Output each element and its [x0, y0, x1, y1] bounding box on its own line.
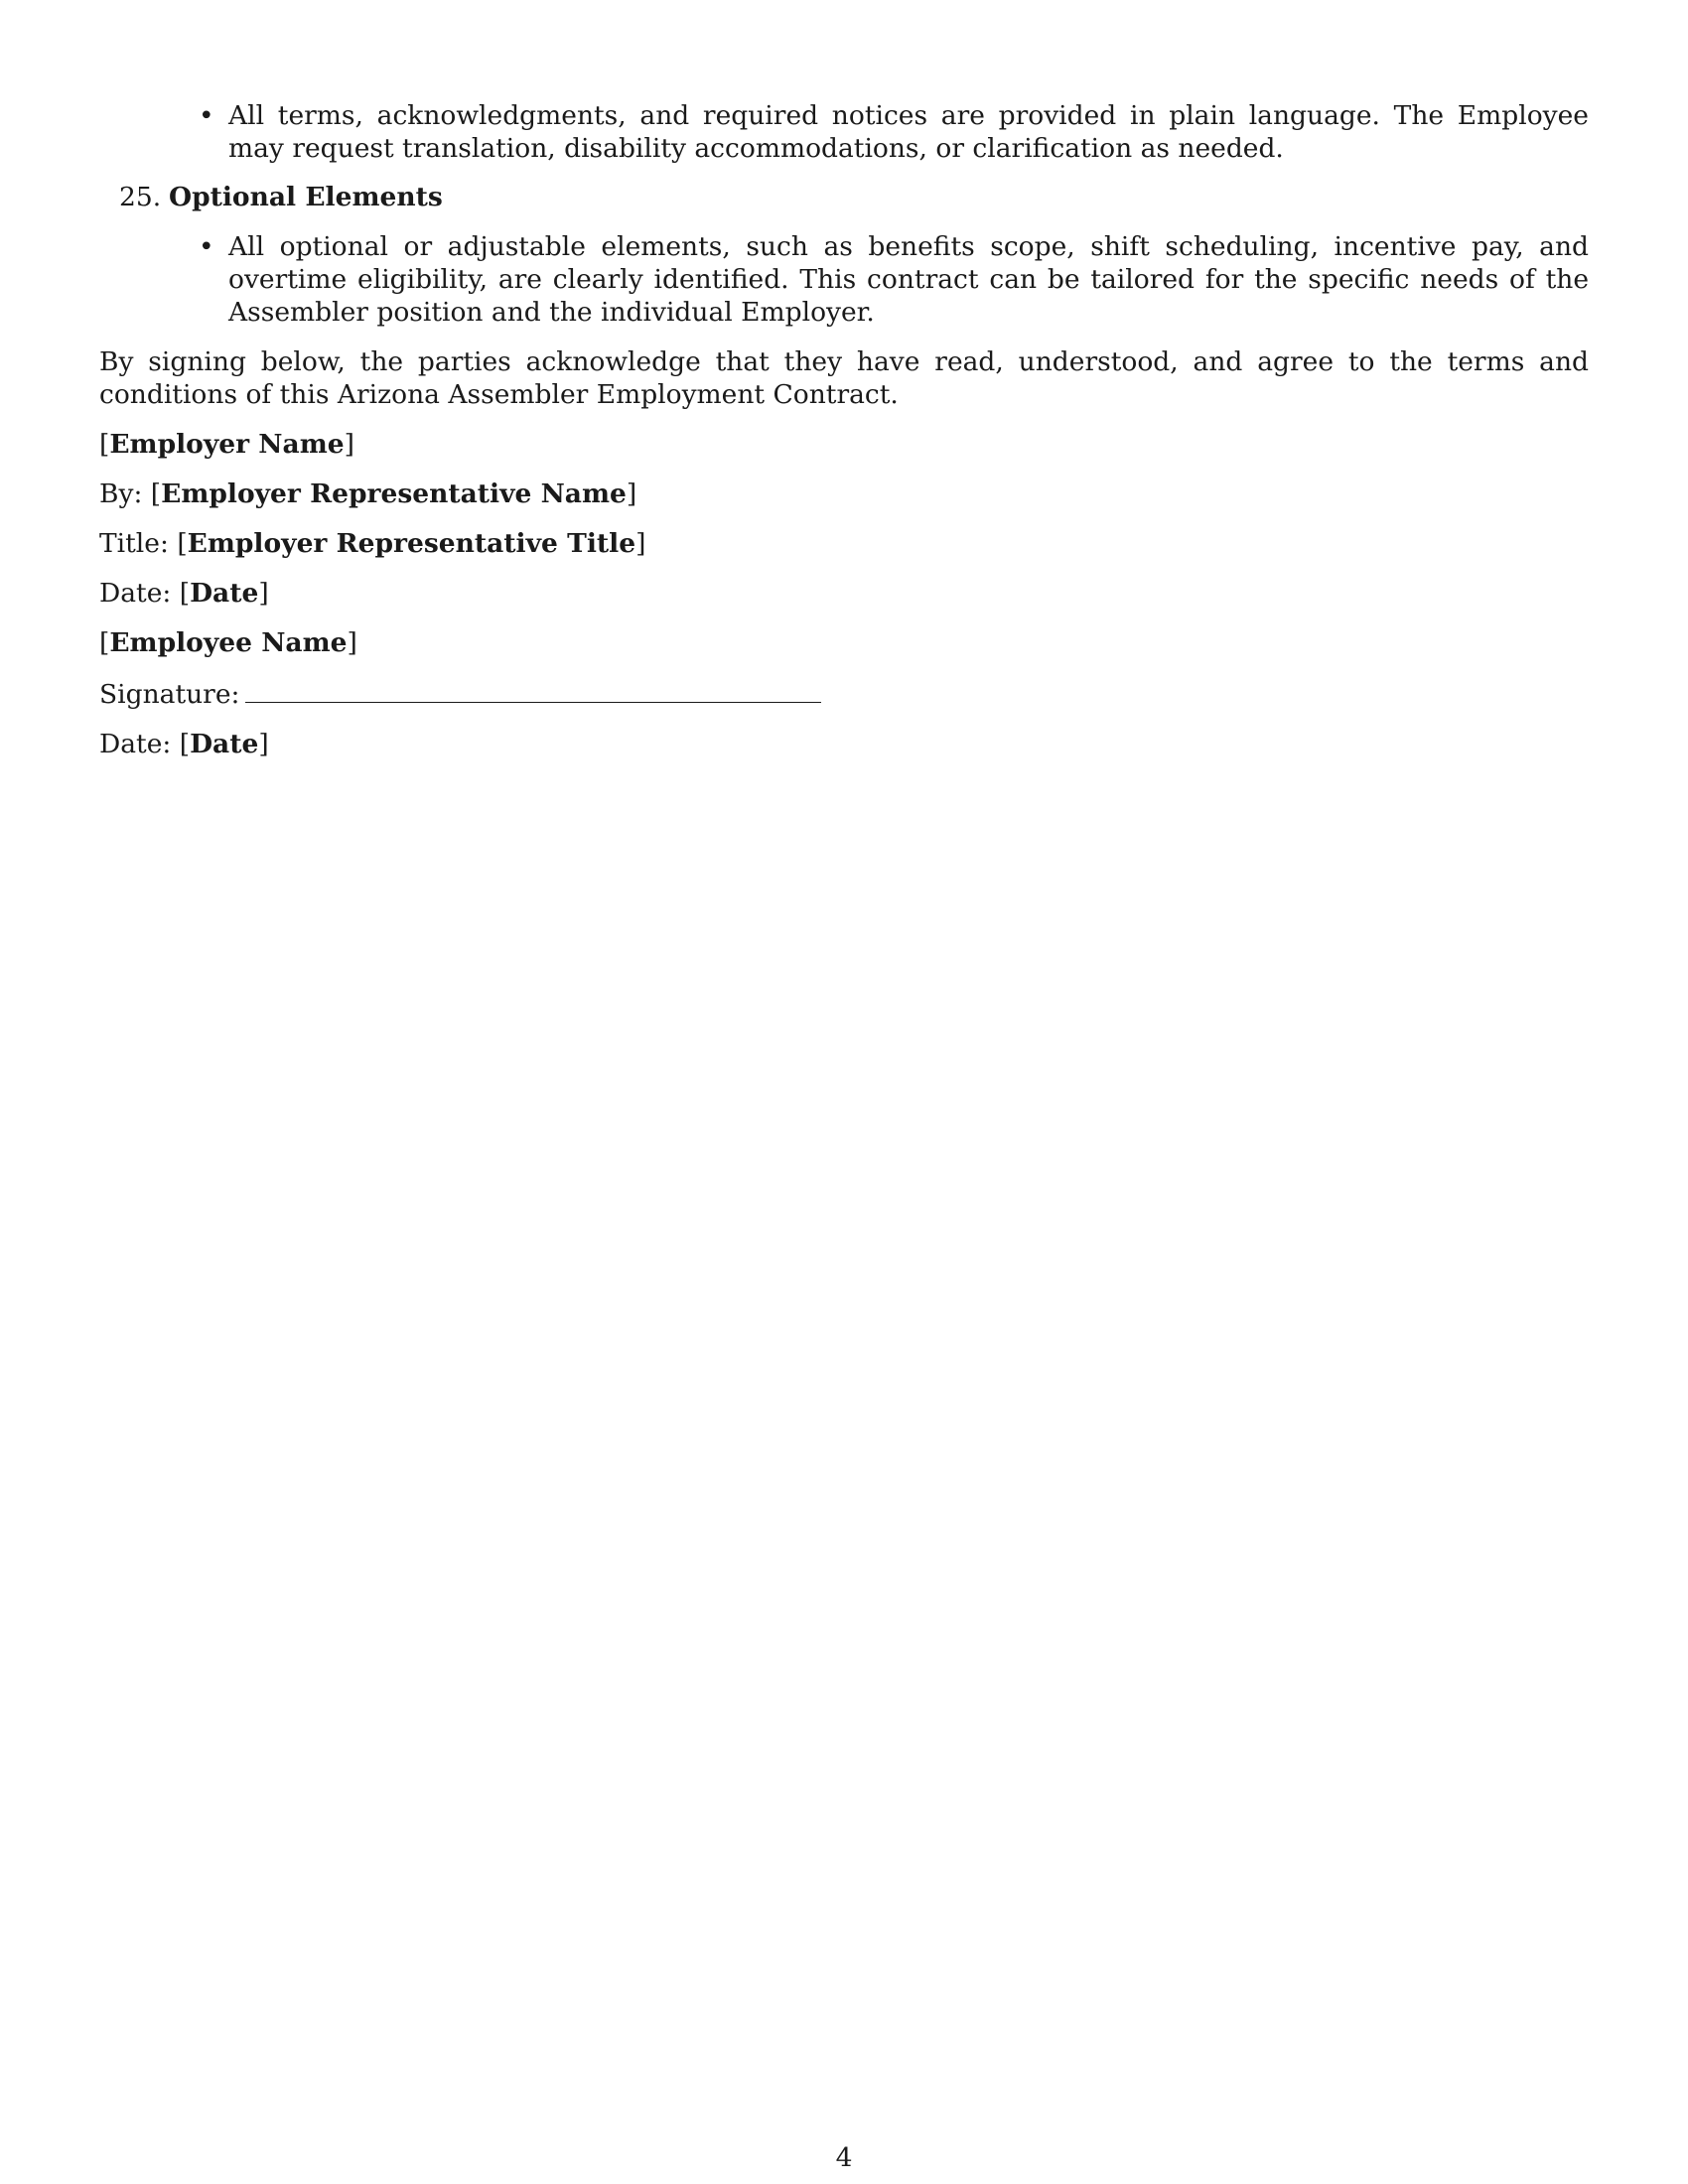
date-label: Date:: [99, 578, 172, 609]
bullet-dot: •: [199, 231, 214, 262]
bullet-dot: •: [199, 100, 214, 131]
employer-name: Employer Name: [109, 429, 345, 460]
date-label: Date:: [99, 729, 172, 759]
closing-paragraph: By signing below, the parties acknowledge that they have read, understood, and agree to the terms and conditions of this Arizona Assembler Employment Contract.: [99, 346, 1589, 410]
page-number: 4: [835, 2142, 853, 2173]
employee-name: Employee Name: [109, 627, 348, 658]
employee-date-line: Date: [Date]: [99, 729, 269, 759]
employer-date: Date: [190, 578, 259, 609]
section-optional-elements: [119, 181, 1589, 213]
section-title: Optional Elements: [169, 182, 443, 212]
employee-date: Date: [190, 729, 259, 759]
employee-name-line: [Employee Name]: [99, 627, 357, 658]
employer-title-line: Title: [Employer Representative Title]: [99, 528, 646, 559]
employer-by-line: By: [Employer Representative Name]: [99, 478, 637, 509]
employer-rep-name: Employer Representative Name: [161, 478, 627, 509]
employer-name-line: [Employer Name]: [99, 429, 354, 460]
bullet-text: All optional or adjustable elements, such as benefits scope, shift scheduling, incentive pay, and overtime eligibility, are clearly identified. This contract can be tailored for the specific needs of the Assembler position and the individual Employer.: [228, 231, 1589, 328]
employee-signature-line: [99, 676, 1589, 711]
title-label: Title:: [99, 528, 169, 559]
signature-label: Signature:: [99, 679, 240, 710]
by-label: By:: [99, 478, 143, 509]
bullet-text: All terms, acknowledgments, and required notices are provided in plain language. The Employee may request translation, disability accommodations, or clarification as needed.: [228, 100, 1589, 164]
bullet-optional-elements: [199, 230, 1589, 329]
employer-date-line: Date: [Date]: [99, 578, 269, 609]
section-number: 25.: [119, 182, 162, 212]
bullet-plain-language: [199, 99, 1589, 165]
employer-rep-title: Employer Representative Title: [187, 528, 636, 559]
document-page: [99, 99, 1589, 760]
signature-field[interactable]: [245, 676, 821, 703]
